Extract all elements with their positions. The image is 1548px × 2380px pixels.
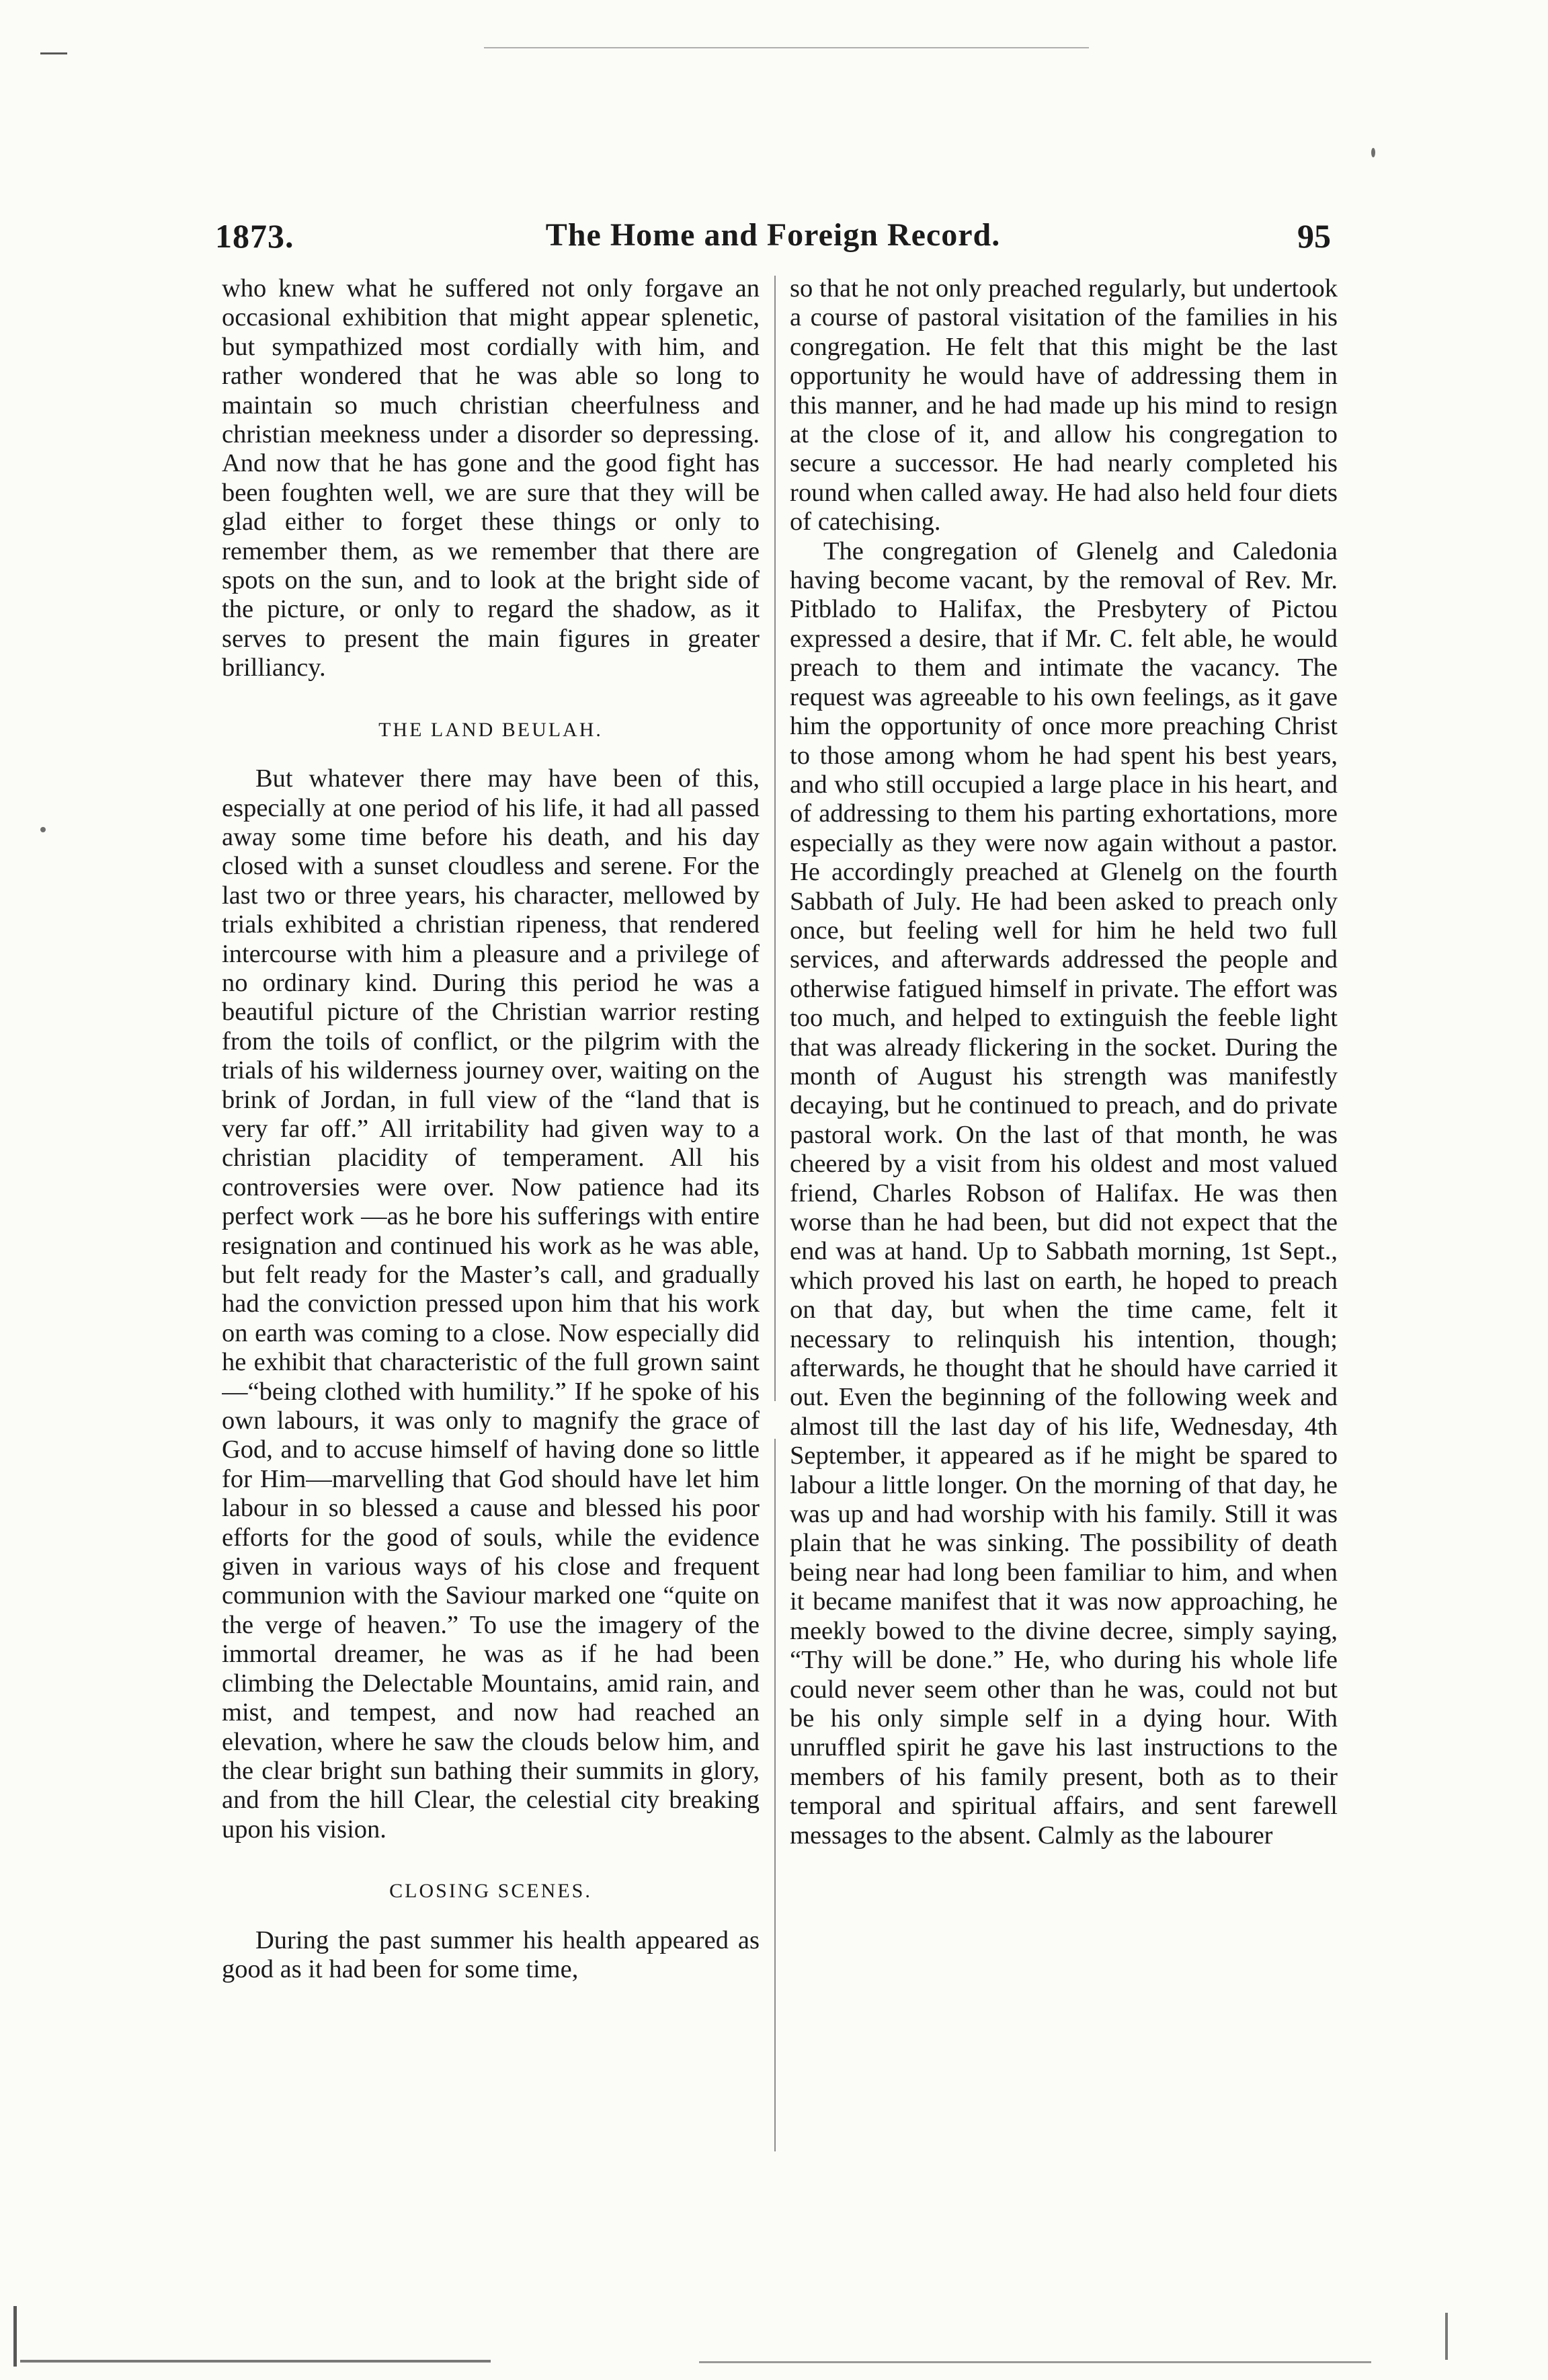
left-paragraph-3: During the past summer his health appeared as good as it had been for some time, xyxy=(222,1926,760,1983)
left-column xyxy=(222,274,760,2150)
right-paragraph-2: The congregation of Glenelg and Caledonia having become vacant, by the removal of Rev. Mr. Pitblado to Halifax, the Presbytery of Pictou expressed a desire, that if Mr. C. felt able, he would preach to them and intimate the vacancy. The request was agreeable to his own feelings, as it gave him the opportunity of once more preaching Christ to those among whom he had spent his best years, and who still occupied a large place in his heart, and of addressing to them his parting exhortations, more especially as they were now again without a pastor. He accordingly preached at Glenelg on the fourth Sabbath of July. He had been asked to preach only once, but feeling well for him he held two full services, and afterwards addressed the people and otherwise fatigued himself in private. The effort was too much, and helped to extinguish the feeble light that was already flickering in the socket. During the month of August his strength was manifestly decaying, but he continued to preach, and do private pastoral work. On the last of that month, he was cheered by a visit from his oldest and most valued friend, Charles Robson of Halifax. He was then worse than he had been, but did not expect that the end was at hand. Up to Sabbath morning, 1st Sept., which proved his last on earth, he hoped to preach on that day, but when the time came, felt it necessary to relinquish his intention, though; afterwards, he thought that he should have carried it out. Even the beginning of the following week and almost till the last day of his life, Wednesday, 4th September, it appeared as if he might be spared to labour a little longer. On the morning of that day, he was up and had worship with his family. Still it was plain that he was sinking. The possibility of death being near had long been familiar to him, and when it became manifest that it was now approaching, he meekly bowed to the divine decree, simply saying, “Thy will be done.” He, who during his whole life could never seem other than he was, could not but be his only simple self in a dying hour. With unruffled spirit he gave his last instructions to the members of his family present, both as to their temporal and spiritual affairs, and sent farewell messages to the absent. Calmly as the labourer xyxy=(790,537,1338,1850)
right-column xyxy=(790,274,1338,2150)
right-paragraph-1: so that he not only preached regularly, but undertook a course of pastoral visitation of the families in his congregation. He felt that this might be the last opportunity he would have of addressing them in this manner, and he had made up his mind to resign at the close of it, and allow his congregation to secure a successor. He had nearly completed his round when called away. He had also held four diets of catechising. xyxy=(790,274,1338,537)
column-divider xyxy=(774,276,776,2151)
left-paragraph-1: who knew what he suffered not only forgave an occasional exhibition that might appear splenetic, but sympathized most cordially with him, and rather wondered that he was able so long to maintain so much christian cheerfulness and christian meekness under a disorder so depressing. And now that he has gone and the good fight has been foughten well, we are sure that they will be glad either to forget these things or only to remember them, as we remember that there are spots on the sun, and to look at the bright side of the picture, or only to regard the shadow, as it serves to present the main figures in greater brilliancy. xyxy=(222,274,760,682)
page-header xyxy=(215,216,1331,264)
header-year: 1873. xyxy=(215,217,294,255)
section-heading-land-beulah: THE LAND BEULAH. xyxy=(378,718,603,741)
left-paragraph-2: But whatever there may have been of this, especially at one period of his life, it had all passed away some time before his death, and his day closed with a sunset cloudless and serene. For the last two or three years, his character, mellowed by trials exhibited a christian ripeness, that rendered intercourse with him a pleasure and a privilege of no ordinary kind. During this period he was a beautiful picture of the Christian warrior resting from the toils of conflict, or the pilgrim with the trials of his wilderness journey over, waiting on the brink of Jordan, in full view of the “land that is very far off.” All irritability had given way to a christian placidity of temperament. All his controversies were over. Now patience had its perfect work —as he bore his sufferings with entire resignation and continued his work as he was able, but felt ready for the Master’s call, and gradually had the conviction pressed upon him that his work on earth was coming to a close. Now especially did he exhibit that characteristic of the full grown saint—“being clothed with humility.” If he spoke of his own labours, it was only to magnify the grace of God, and to accuse himself of having done so little for Him—marvelling that God should have let him labour in so blessed a cause and blessed his poor efforts for the good of souls, while the evidence given in various ways of his close and frequent communion with the Saviour marked one “quite on the verge of heaven.” To use the imagery of the immortal dreamer, he was as if he had been climbing the Delectable Mountains, amid rain, and mist, and tempest, and now had reached an elevation, where he saw the clouds below him, and the clear bright sun bathing their summits in glory, and from the hill Clear, the celestial city breaking upon his vision. xyxy=(222,764,760,1843)
header-title: The Home and Foreign Record. xyxy=(545,217,1001,253)
section-heading-closing-scenes: CLOSING SCENES. xyxy=(389,1880,592,1903)
header-page-number: 95 xyxy=(1297,217,1331,255)
